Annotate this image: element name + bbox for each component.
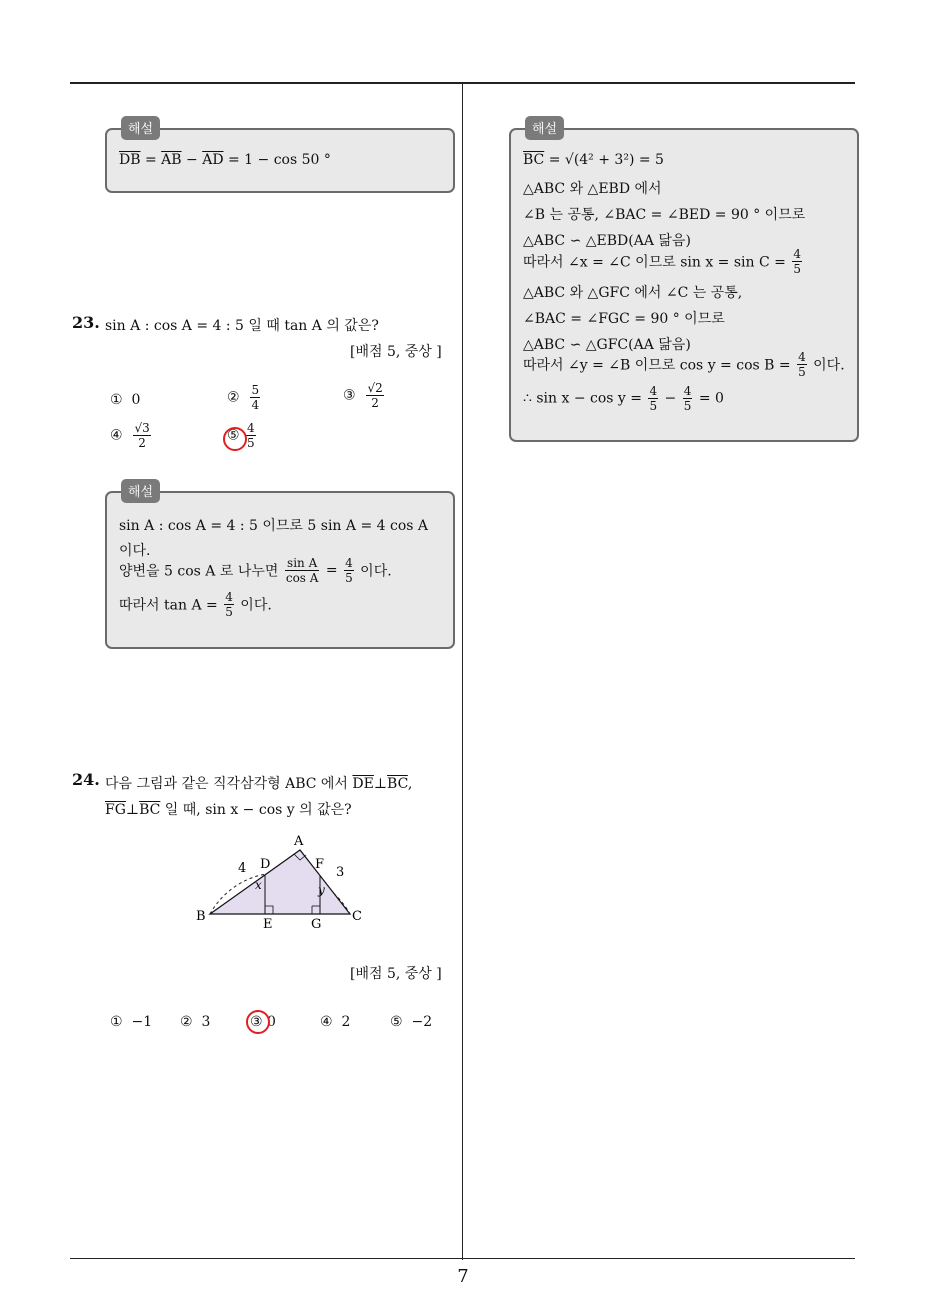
answer-circle-23 — [223, 427, 247, 451]
question-text-24: 다음 그림과 같은 직각삼각형 ABC 에서 $\overline{DE}\perp\overline{BC}$, — [105, 776, 413, 792]
label-g: G — [311, 917, 322, 932]
label-b: B — [196, 909, 206, 924]
choice-24-5[interactable]: ⑤ −2 — [390, 1014, 433, 1030]
bottom-rule — [70, 1258, 855, 1259]
label-c: C — [352, 909, 362, 924]
solution-line: △ABC ∽ △GFC(AA 닮음) — [523, 337, 691, 353]
solution-line: 양변을 5 cos A 로 나누면 $\frac{\text{sin A}}{\text{cos A}}$ = $\frac{4}{5}$ 이다. — [119, 556, 392, 585]
question-text-24-line2: $\overline{FG}\perp\overline{BC}$ 일 때, sin x − cos y 의 값은? — [105, 802, 352, 818]
label-y: y — [318, 883, 325, 897]
question-number-23: 23. — [72, 313, 100, 332]
solution-line: $\overline{DB} = \overline{AB} - \overline{AD} = 1 - \cos 50$ ° — [119, 152, 331, 168]
triangle-figure — [190, 828, 390, 938]
label-e: E — [263, 917, 273, 932]
solution-line: 이다. — [119, 543, 151, 559]
column-divider — [462, 84, 463, 1260]
solution-line: 따라서 tan A = $\frac{4}{5}$ 이다. — [119, 590, 272, 619]
solution-line: ∠B 는 공통, ∠BAC = ∠BED = 90 ° 이므로 — [523, 207, 806, 223]
solution-line: △ABC ∽ △EBD(AA 닮음) — [523, 233, 691, 249]
choice-24-2[interactable]: ② 3 — [180, 1014, 211, 1030]
solution-tag: 해설 — [121, 116, 160, 140]
label-f: F — [315, 857, 325, 872]
solution-line: 따라서 ∠y = ∠B 이므로 cos y = cos B = $\frac{4}{5}$ 이다. — [523, 350, 845, 379]
triangle-abc — [210, 850, 350, 914]
answer-circle-24 — [246, 1010, 270, 1034]
solution-tag: 해설 — [525, 116, 564, 140]
label-x: x — [255, 878, 262, 892]
choice-24-4[interactable]: ④ 2 — [320, 1014, 351, 1030]
solution-line: ∠BAC = ∠FGC = 90 ° 이므로 — [523, 311, 725, 327]
solution-line: $\overline{BC} = √(4^2 + 3^2) = 5$ — [523, 152, 664, 168]
label-len-ac: 3 — [336, 865, 345, 880]
choice-23-3[interactable]: ③ $\frac{√2}{2}$ — [343, 381, 383, 410]
choice-24-1[interactable]: ① −1 — [110, 1014, 153, 1030]
solution-line: △ABC 와 △EBD 에서 — [523, 181, 662, 197]
label-a: A — [294, 834, 304, 849]
choice-23-1[interactable]: ① 0 — [110, 392, 141, 408]
choice-23-4[interactable]: ④ $\frac{√3}{2}$ — [110, 421, 150, 450]
choice-24-3[interactable]: ③ 0 — [250, 1014, 276, 1030]
solution-box-prev — [105, 122, 455, 193]
solution-line: 따라서 ∠x = ∠C 이므로 sin x = sin C = $\frac{4}{5}$ — [523, 247, 801, 276]
solution-line: ∴ sin x − cos y = $\frac{4}{5}$ − $\frac{4}{5}$ = 0 — [523, 384, 724, 413]
question-text-23: sin A : cos A = 4 : 5 일 때 tan A 의 값은? — [105, 318, 379, 334]
choice-23-5[interactable]: ⑤ $\frac{4}{5}$ — [227, 421, 255, 450]
solution-line: △ABC 와 △GFC 에서 ∠C 는 공통, — [523, 285, 743, 301]
solution-box-24 — [509, 122, 859, 442]
question-number-24: 24. — [72, 770, 100, 789]
choice-23-2[interactable]: ② $\frac{5}{4}$ — [227, 383, 260, 412]
solution-tag: 해설 — [121, 479, 160, 503]
label-len-ab: 4 — [238, 861, 247, 876]
score-24: [배점 5, 중상 ] — [350, 966, 442, 982]
score-23: [배점 5, 중상 ] — [350, 344, 442, 360]
solution-line: sin A : cos A = 4 : 5 이므로 5 sin A = 4 cos A — [119, 518, 429, 534]
page-number: 7 — [457, 1266, 469, 1287]
label-d: D — [260, 857, 271, 872]
solution-box-23 — [105, 485, 455, 649]
